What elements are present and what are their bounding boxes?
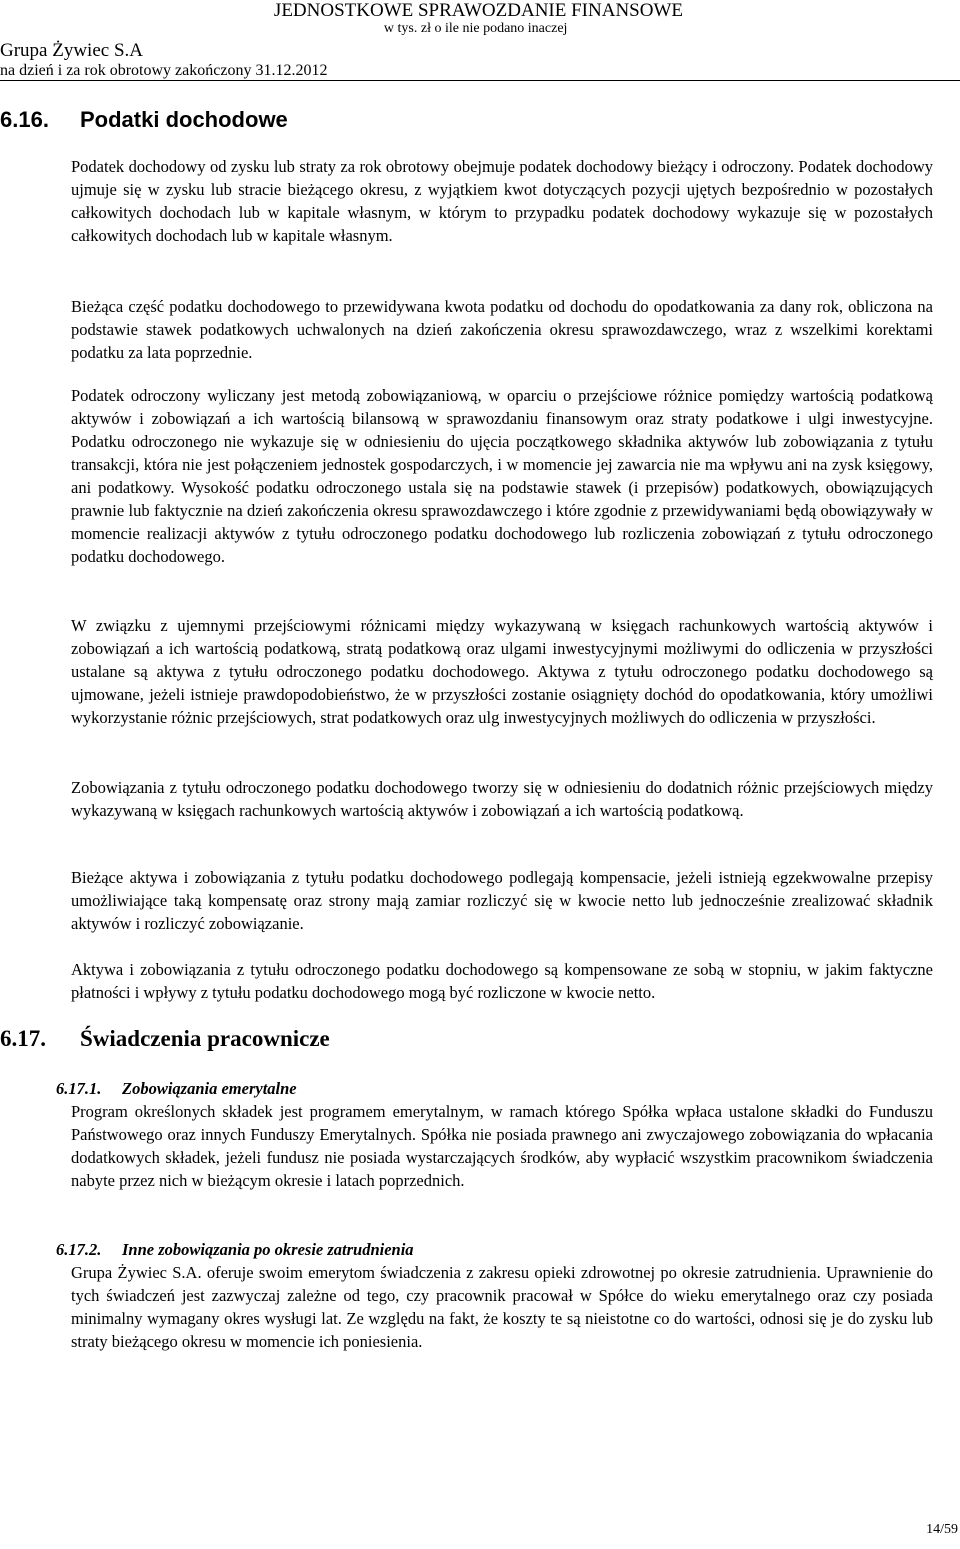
page-number: 14/59 bbox=[926, 1522, 958, 1537]
subsection-heading-6-17-2 bbox=[56, 1238, 414, 1261]
header-right bbox=[273, 0, 683, 36]
paragraph: Program określonych składek jest programem emerytalnym, w ramach którego Spółka wpłaca ustalone składki do Funduszu Państwowego oraz innych Funduszy Emerytalnych. Spółka nie posiada prawnego ani zwyczajowego zobowiązania do wpłacania dodatkowych składek, jeżeli fundusz nie posiada wystarczających środków, aby wypłacić wszystkim pracownikom świadczenia nabyte przez nich w bieżącym okresie i latach poprzednich. bbox=[71, 1102, 933, 1190]
section-heading-6-17 bbox=[0, 1026, 330, 1052]
reporting-period: na dzień i za rok obrotowy zakończony 31.12.2012 bbox=[0, 62, 328, 79]
paragraph: Grupa Żywiec S.A. oferuje swoim emerytom świadczenia z zakresu opieki zdrowotnej po okresie zatrudnienia. Uprawnienie do tych świadczeń jest zazwyczaj zależne od tego, czy pracownik pracował w Spółce do wieku emerytalnego oraz czy posiada minimalny wymagany okres wysługi lat. Ze względu na fakt, że koszty te są nieistotne co do wartości, odnosi się je do zysku lub straty bieżącego okresu w momencie ich poniesienia. bbox=[71, 1263, 933, 1351]
units-note: w tys. zł o ile nie podano inaczej bbox=[383, 21, 568, 36]
subsection-number: 6.17.1. bbox=[56, 1079, 102, 1098]
paragraph: W związku z ujemnymi przejściowymi różnicami między wykazywaną w księgach rachunkowych wartością aktywów i zobowiązań a ich wartością podatkową, stratą podatkową oraz ulgami inwestycyjnymi możliwymi do odliczenia w przyszłości ustalane są aktywa z tytułu odroczonego podatku dochodowego. Aktywa z tytułu odroczonego podatku dochodowego są ujmowane, jeżeli istnieje prawdopodobieństwo, że w przyszłości zostanie osiągnięty dochód do opodatkowania, który umożliwi wykorzystanie różnic przejściowych, strat podatkowych oraz ulg inwestycyjnych możliwych do odliczenia w przyszłości. bbox=[71, 616, 933, 727]
document-title: JEDNOSTKOWE SPRAWOZDANIE FINANSOWE bbox=[273, 0, 683, 21]
subsection-heading-6-17-1 bbox=[56, 1077, 297, 1100]
company-name: Grupa Żywiec S.A bbox=[0, 40, 143, 61]
section-number: 6.17. bbox=[0, 1026, 46, 1051]
paragraph: Bieżące aktywa i zobowiązania z tytułu podatku dochodowego podlegają kompensacie, jeżeli istnieją egzekwowalne przepisy umożliwiające taką kompensatę oraz strony mają zamiar rozliczyć się w kwocie netto lub jednocześnie zrealizować składnik aktywów i rozliczyć zobowiązanie. bbox=[71, 868, 933, 933]
paragraph: Podatek dochodowy od zysku lub straty za rok obrotowy obejmuje podatek dochodowy bieżący i odroczony. Podatek dochodowy ujmuje się w zysku lub stracie bieżącego okresu, z wyjątkiem kwot dotyczących pozycji ujętych bezpośrednio w pozostałych całkowitych dochodach lub w kapitale własnym, w którym to przypadku podatek dochodowy wykazuje się w pozostałych całkowitych dochodach lub w kapitale własnym. bbox=[71, 157, 933, 245]
section-title: Podatki dochodowe bbox=[80, 107, 288, 132]
subsection-title: Inne zobowiązania po okresie zatrudnienia bbox=[122, 1240, 414, 1259]
paragraph: Bieżąca część podatku dochodowego to przewidywana kwota podatku od dochodu do opodatkowania za dany rok, obliczona na podstawie stawek podatkowych uchwalonych na dzień zakończenia okresu sprawozdawczego, wraz z wszelkimi korektami podatku za lata poprzednie. bbox=[71, 297, 933, 362]
subsection-number: 6.17.2. bbox=[56, 1240, 102, 1259]
paragraph: Podatek odroczony wyliczany jest metodą zobowiązaniową, w oparciu o przejściowe różnice pomiędzy wartością podatkową aktywów i zobowiązań a ich wartością bilansową w sprawozdaniu finansowym oraz straty podatkowe i ulgi inwestycyjne. Podatku odroczonego nie wykazuje się w odniesieniu do ujęcia początkowego składnika aktywów lub zobowiązania z tytułu transakcji, która nie jest połączeniem jednostek gospodarczych, i w momencie jej zawarcia nie ma wpływu ani na zysk księgowy, ani podatkowy. Wysokość podatku odroczonego ustala się na podstawie stawek (i przepisów) podatkowych, obowiązujących prawnie lub faktycznie na dzień zakończenia okresu sprawozdawczego i które zgodnie z przewidywaniami będą obowiązywały w momencie realizacji aktywów z tytułu odroczonego podatku dochodowego lub rozliczenia zobowiązań z tytułu odroczonego podatku dochodowego. bbox=[71, 386, 933, 566]
paragraph: Zobowiązania z tytułu odroczonego podatku dochodowego tworzy się w odniesieniu do dodatnich różnic przejściowych między wykazywaną w księgach rachunkowych wartością aktywów i zobowiązań a ich wartością podatkową. bbox=[71, 778, 933, 820]
section-number: 6.16. bbox=[0, 107, 49, 132]
subsection-title: Zobowiązania emerytalne bbox=[122, 1079, 297, 1098]
header-left bbox=[0, 40, 327, 80]
section-heading-6-16 bbox=[0, 107, 288, 133]
header-divider bbox=[0, 80, 960, 81]
paragraph: Aktywa i zobowiązania z tytułu odroczonego podatku dochodowego są kompensowane ze sobą w stopniu, w jakim faktyczne płatności i wpływy z tytułu podatku dochodowego mogą być rozliczone w kwocie netto. bbox=[71, 960, 933, 1002]
section-title: Świadczenia pracownicze bbox=[80, 1026, 330, 1051]
